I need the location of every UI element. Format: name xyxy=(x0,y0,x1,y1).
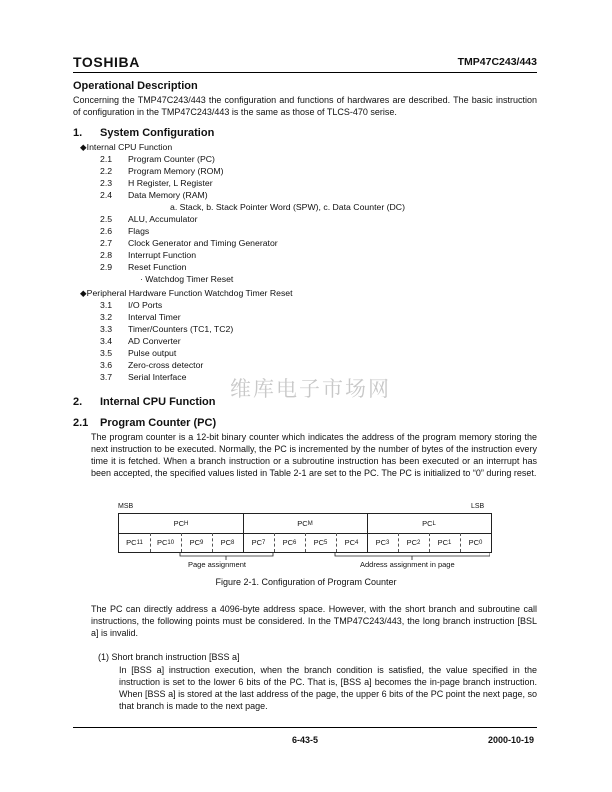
toc-item-number: 3.6 xyxy=(100,360,113,370)
register-bit: PC 8 xyxy=(220,538,235,547)
register-group-row xyxy=(119,514,491,534)
register-bit: PC 3 xyxy=(375,538,390,547)
footer-date: 2000-10-19 xyxy=(488,735,535,745)
register-bit-row xyxy=(119,533,491,552)
toc-item-label: a. Stack, b. Stack Pointer Word (SPW), c. Data Counter (DC) xyxy=(170,202,405,212)
section1-number: 1. xyxy=(73,127,83,139)
page-bracket xyxy=(180,552,273,560)
toc-item-label: Serial Interface xyxy=(128,372,187,382)
bit-divider xyxy=(460,533,461,552)
bit-divider xyxy=(212,533,213,552)
bit-divider xyxy=(305,533,306,552)
register-bit: PC 1 xyxy=(437,538,452,547)
subsection-title: Program Counter (PC) xyxy=(100,417,217,429)
toc-item-label: Reset Function xyxy=(128,262,187,272)
bit-divider xyxy=(274,533,275,552)
toc-item-number: 2.5 xyxy=(100,214,113,224)
toc-item-label: Program Counter (PC) xyxy=(128,154,215,164)
toc-item-label: Data Memory (RAM) xyxy=(128,190,208,200)
bit-divider xyxy=(243,533,244,552)
toshiba-logo: TOSHIBA xyxy=(73,54,140,70)
header-rule xyxy=(73,72,537,73)
toc-group-peripheral: ◆Peripheral Hardware Function Watchdog Timer Reset xyxy=(80,288,293,298)
toc-item-number: 2.6 xyxy=(100,226,113,236)
toc-group-internal-cpu: ◆Internal CPU Function xyxy=(80,142,173,152)
register-bit: PC 9 xyxy=(189,538,204,547)
msb-label: MSB xyxy=(118,503,134,510)
bit-divider xyxy=(336,533,337,552)
part-number: TMP47C243/443 xyxy=(457,56,537,68)
toc-item-label: Timer/Counters (TC1, TC2) xyxy=(128,324,234,334)
section2-title: Internal CPU Function xyxy=(100,396,216,408)
program-counter-diagram xyxy=(118,513,492,553)
toc-item-number: 3.3 xyxy=(100,324,113,334)
register-bit: PC 2 xyxy=(406,538,421,547)
pc-address-space-text: The PC can directly address a 4096-byte address space. However, with the short branch and subroutine call instructions, the following points must be considered. In the TMP47C243/443, the long branch instruction [BSL a] is invalid. xyxy=(91,604,537,638)
bit-divider xyxy=(398,533,399,552)
toc-item-number: 3.2 xyxy=(100,312,113,322)
section1-title: System Configuration xyxy=(100,127,215,139)
toc-item-number: 3.5 xyxy=(100,348,113,358)
toc-item-label: Pulse output xyxy=(128,348,177,358)
toc-item-number: 3.7 xyxy=(100,372,113,382)
toc-item-label: Zero-cross detector xyxy=(128,360,204,370)
register-bit: PC 11 xyxy=(126,538,143,547)
toc-item-label: AD Converter xyxy=(128,336,181,346)
toc-item-label: · Watchdog Timer Reset xyxy=(140,274,234,284)
address-bracket xyxy=(335,552,490,560)
toc-item-number: 2.7 xyxy=(100,238,113,248)
toc-item-number: 2.8 xyxy=(100,250,113,260)
bit-divider xyxy=(429,533,430,552)
intro-title: Operational Description xyxy=(73,80,198,92)
group-divider xyxy=(367,514,368,533)
pc-description: The program counter is a 12-bit binary counter which indicates the address of the program memory storing the next instruction to be executed. Normally, the PC is incremented by the number of bytes of the instruction every time it is fetched. When a branch instruction or a subroutine instruction has been executed or an interrupt has been accepted, the specified values listed in Table 2-1 are set to the PC. The PC is initialized to “0” during reset. xyxy=(91,432,537,478)
intro-text: Concerning the TMP47C243/443 the configuration and functions of hardwares are described. The basic instruction of configuration in the TMP47C243/443 is the same as those of TLCS-470 serise. xyxy=(73,95,537,117)
bit-divider xyxy=(367,533,368,552)
address-assignment-label: Address assignment in page xyxy=(360,560,455,569)
figure-caption: Figure 2-1. Configuration of Program Counter xyxy=(215,577,397,587)
register-group-label: PC M xyxy=(297,519,313,528)
register-bit: PC 5 xyxy=(313,538,328,547)
toc-item-number: 3.4 xyxy=(100,336,113,346)
toc-item-number: 2.3 xyxy=(100,178,113,188)
toc-item-number: 2.1 xyxy=(100,154,113,164)
subsection-number: 2.1 xyxy=(73,417,89,429)
section2-number: 2. xyxy=(73,396,83,408)
toc-item-label: ALU, Accumulator xyxy=(128,214,198,224)
toc-item-number: 3.1 xyxy=(100,300,113,310)
group-divider xyxy=(243,514,244,533)
bit-divider xyxy=(150,533,151,552)
register-bit: PC 10 xyxy=(156,538,175,547)
page-number: 6-43-5 xyxy=(292,735,319,745)
footer-rule xyxy=(73,727,537,728)
register-group-label: PC H xyxy=(173,519,189,528)
toc-item-label: Clock Generator and Timing Generator xyxy=(128,238,278,248)
toc-item-label: H Register, L Register xyxy=(128,178,213,188)
page-assignment-label: Page assignment xyxy=(188,560,246,569)
watermark-text: 维库电子市场网 xyxy=(230,377,391,401)
toc-item-label: Program Memory (ROM) xyxy=(128,166,224,176)
toc-item-number: 2.4 xyxy=(100,190,113,200)
register-bit: PC 6 xyxy=(282,538,297,547)
bit-divider xyxy=(181,533,182,552)
register-bit: PC 0 xyxy=(468,538,483,547)
toc-item-label: Flags xyxy=(128,226,150,236)
short-branch-title: (1) Short branch instruction [BSS a] xyxy=(98,652,240,662)
short-branch-text: In [BSS a] instruction execution, when the branch condition is satisfied, the value specified in the instruction is set to the lower 6 bits of the PC. That is, [BSS a] becomes the in-page branch instruction. When [BSS a] is stored at the last address of the page, the upper 6 bits of the PC point the next page, so that branch is made to the next page. xyxy=(119,665,537,711)
register-bit: PC 7 xyxy=(251,538,266,547)
toc-item-number: 2.9 xyxy=(100,262,113,272)
register-group-label: PC L xyxy=(422,519,436,528)
lsb-label: LSB xyxy=(471,503,485,510)
toc-item-number: 2.2 xyxy=(100,166,113,176)
register-bit: PC 4 xyxy=(344,538,359,547)
toc-item-label: I/O Ports xyxy=(128,300,163,310)
toc-item-label: Interrupt Function xyxy=(128,250,197,260)
toc-item-label: Interval Timer xyxy=(128,312,181,322)
